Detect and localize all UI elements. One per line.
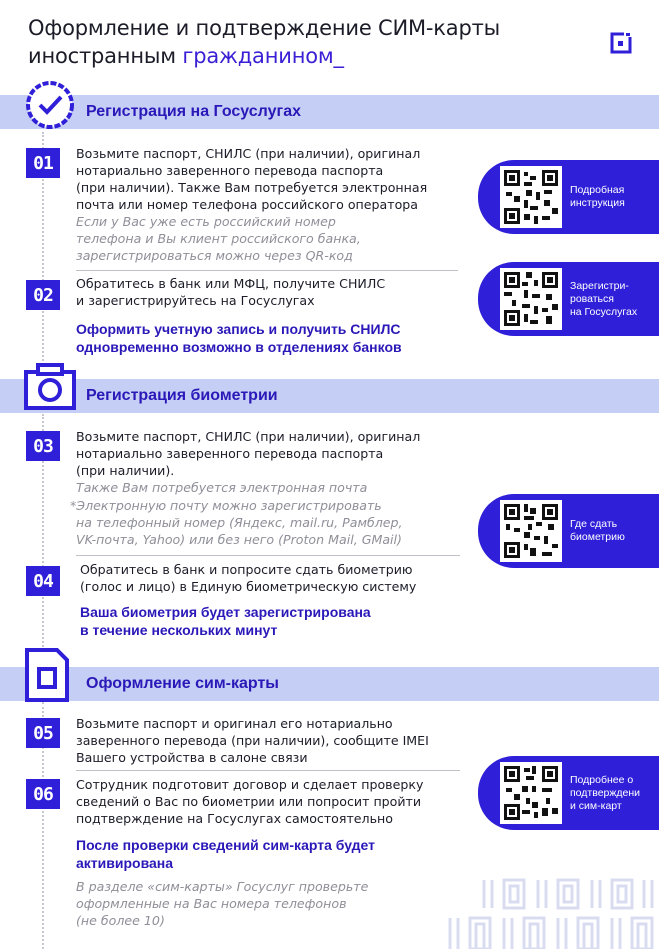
section-title-sim: Оформление сим-карты xyxy=(86,675,279,692)
qr-label-line: Где сдать xyxy=(570,518,618,530)
title-line-2 xyxy=(28,42,548,70)
step-number-02: 02 xyxy=(26,280,60,310)
title-accent: гражданином_ xyxy=(182,44,344,68)
step-03-text xyxy=(76,428,476,496)
step-06-emphasis xyxy=(76,836,476,872)
step-06-line: сведений о Вас по биометрии или попросит пройти xyxy=(76,794,422,809)
step-06-emph-line: После проверки сведений сим-карта будет xyxy=(76,837,375,853)
step-03-line: Возьмите паспорт, СНИЛС (при наличии), оригинал xyxy=(76,429,421,444)
step-01-note: зарегистрироваться можно через QR-код xyxy=(76,248,353,263)
step-04-emphasis xyxy=(80,603,480,639)
step-04-text xyxy=(80,561,480,595)
step-06-line: Сотрудник подготовит договор и сделает проверку xyxy=(76,777,424,792)
step-02-emph-line: Оформить учетную запись и получить СНИЛС xyxy=(76,321,401,337)
divider xyxy=(76,270,458,271)
step-04-line: (голос и лицо) в Единую биометрическую систему xyxy=(80,579,417,594)
step-number-01: 01 xyxy=(26,148,60,178)
step-04-emph-line: в течение нескольких минут xyxy=(80,622,278,638)
qr-label-line: и сим-карт xyxy=(570,799,622,812)
qr-card-label xyxy=(570,756,656,830)
step-03-note: *Электронную почту можно зарегистрировать xyxy=(70,498,382,513)
qr-code-icon xyxy=(500,268,562,330)
step-02-line: и зарегистрируйтесь на Госуслугах xyxy=(76,293,315,308)
step-03-line: нотариально заверенного перевода паспорта xyxy=(76,446,384,461)
step-06-emph-line: активирована xyxy=(76,855,174,871)
step-03-line: (при наличии). xyxy=(76,463,175,478)
step-number-03: 03 xyxy=(26,431,60,461)
step-number-04: 04 xyxy=(26,566,60,596)
step-06-line: подтверждение на Госуслугах самостоятельно xyxy=(76,811,393,826)
qr-card-label xyxy=(570,262,656,336)
sim-card-icon xyxy=(24,647,70,703)
step-02-emph-line: одновременно возможно в отделениях банков xyxy=(76,339,402,355)
title-plain: иностранным xyxy=(28,44,183,68)
section-title-biometry: Регистрация биометрии xyxy=(86,387,278,404)
qr-label-line: инструкция xyxy=(570,197,625,209)
qr-label-line: роваться xyxy=(570,292,614,305)
page-title xyxy=(28,14,548,70)
qr-label-line: Подробнее о xyxy=(570,773,634,786)
step-04-line: Обратитесь в банк и попросите сдать биометрию xyxy=(80,562,413,577)
qr-card-label xyxy=(570,494,656,568)
qr-label-line: подтверждени xyxy=(570,786,641,799)
step-03-note: VK-почта, Yahoo) или без него (Proton Mail, GMail) xyxy=(76,532,402,547)
step-01-line: почта или номер телефона российского оператора xyxy=(76,197,418,212)
step-06-note-line: В разделе «сим-карты» Госуслуг проверьте xyxy=(76,879,369,894)
qr-label-line: на Госуслугах xyxy=(570,305,638,318)
step-03-note-block xyxy=(70,497,480,548)
step-05-line: Возьмите паспорт и оригинал его нотариально xyxy=(76,716,393,731)
step-04-emph-line: Ваша биометрия будет зарегистрирована xyxy=(80,604,371,620)
divider xyxy=(76,770,460,771)
qr-card-instruction[interactable] xyxy=(478,160,659,234)
qr-card-biometry[interactable] xyxy=(478,494,659,568)
step-06-text xyxy=(76,776,476,827)
step-06-note-line: (не более 10) xyxy=(76,913,165,928)
step-01-note: телефона и Вы клиент российского банка, xyxy=(76,231,361,246)
qr-label-line: Подробная xyxy=(570,184,625,196)
qr-label-line: биометрию xyxy=(570,531,625,543)
step-05-line: заверенного перевода (при наличии), сообщите IMEI xyxy=(76,733,429,748)
step-01-line: нотариально заверенного перевода паспорта xyxy=(76,163,384,178)
step-06-note-line: оформленные на Вас номера телефонов xyxy=(76,896,347,911)
step-03-note: Также Вам потребуется электронная почта xyxy=(76,480,368,495)
qr-code-icon xyxy=(500,166,562,228)
step-02-emphasis xyxy=(76,320,476,356)
step-03-note: на телефонный номер (Яндекс, mail.ru, Рамблер, xyxy=(76,515,403,530)
qr-label-line: Зарегистри- xyxy=(570,279,629,292)
step-number-06: 06 xyxy=(26,779,60,809)
step-01-note: Если у Вас уже есть российский номер xyxy=(76,214,336,229)
step-number-05: 05 xyxy=(26,718,60,748)
qr-code-icon xyxy=(500,500,562,562)
step-02-text xyxy=(76,275,476,309)
qr-card-register[interactable] xyxy=(478,262,659,336)
qr-code-icon xyxy=(500,762,562,824)
section-title-gosuslugi: Регистрация на Госуслугах xyxy=(86,103,301,120)
step-05-line: Вашего устройства в салоне связи xyxy=(76,750,308,765)
step-01-text xyxy=(76,145,476,264)
brand-logo-icon xyxy=(610,32,632,54)
step-01-line: Возьмите паспорт, СНИЛС (при наличии), оригинал xyxy=(76,146,421,161)
title-line-1: Оформление и подтверждение СИМ-карты xyxy=(28,16,500,40)
step-01-line: (при наличии). Также Вам потребуется электронная xyxy=(76,180,428,195)
check-circle-icon xyxy=(24,79,76,131)
decorative-binary-pattern-icon xyxy=(440,872,659,949)
qr-card-label xyxy=(570,160,656,234)
step-02-line: Обратитесь в банк или МФЦ, получите СНИЛС xyxy=(76,276,386,291)
divider xyxy=(76,555,460,556)
step-06-note xyxy=(76,878,436,929)
step-05-text xyxy=(76,715,476,766)
camera-icon xyxy=(22,362,78,412)
qr-card-sim[interactable] xyxy=(478,756,659,830)
